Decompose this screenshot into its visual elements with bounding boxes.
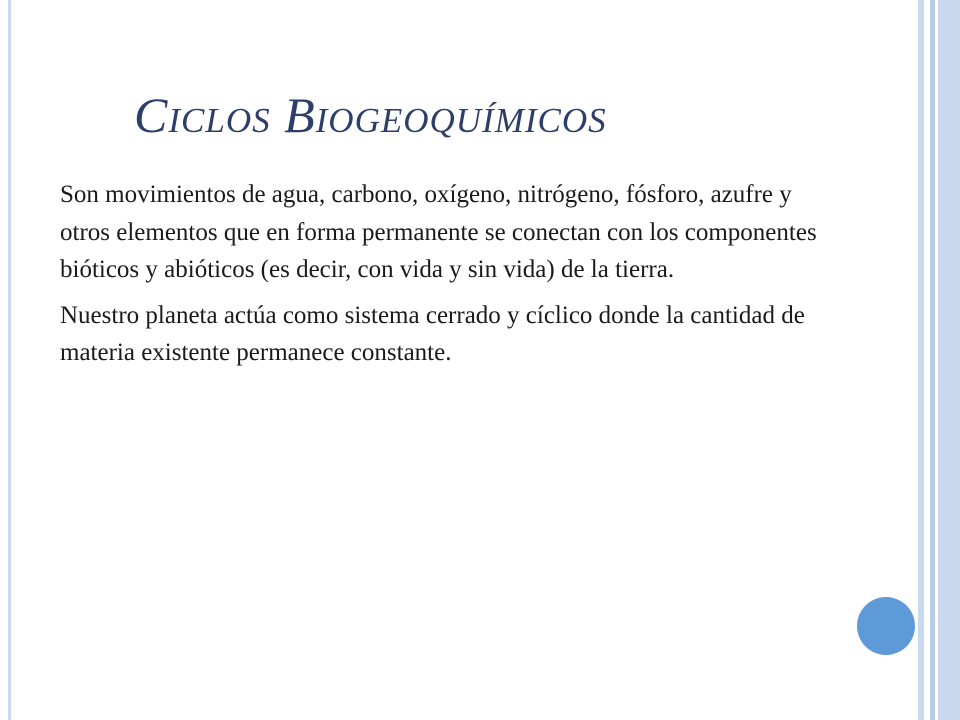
left-border-line — [8, 0, 11, 720]
body-paragraph: Nuestro planeta actúa como sistema cerrado y cíclico donde la cantidad de materia existente permanece constante. — [60, 301, 805, 366]
body-paragraph: Son movimientos de agua, carbono, oxígeno, nitrógeno, fósforo, azufre y otros elementos que en forma permanente se conectan con los componentes bióticos y abióticos (es decir, con vida y sin vida) de la tierra. — [60, 181, 817, 283]
slide-body — [60, 176, 840, 380]
decorative-circle — [857, 597, 915, 655]
slide-title: Ciclos Biogeoquímicos — [134, 87, 607, 143]
right-decorative-band — [938, 0, 960, 720]
